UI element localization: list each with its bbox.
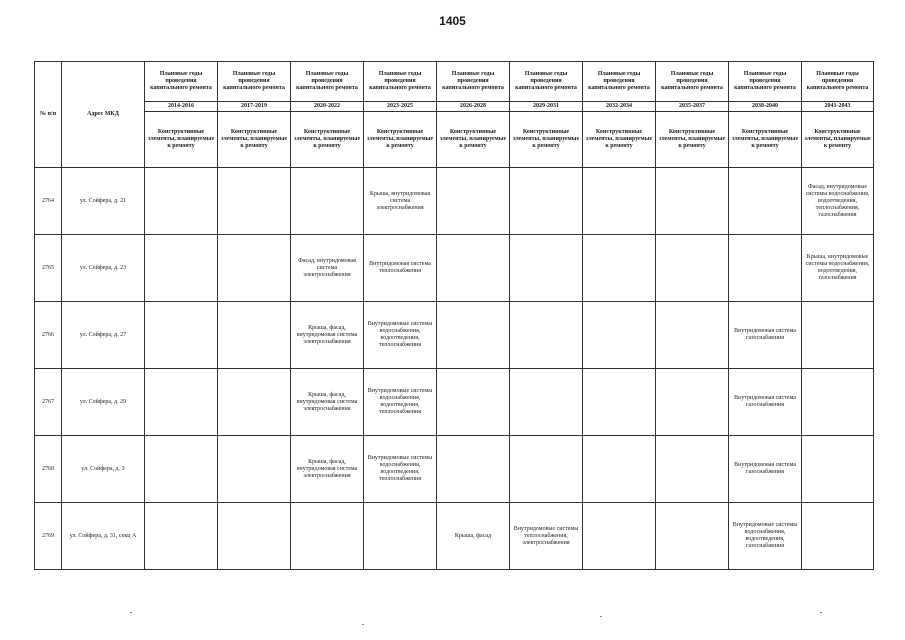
repair-elements-cell: Крыша, фасад (437, 503, 510, 570)
row-number: 2768 (35, 436, 62, 503)
repair-elements-cell (510, 302, 583, 369)
header-period-years: 2032-2034 (583, 102, 656, 112)
repair-elements-cell: Внутридомовые системы водоснабжения, водоотведения, теплоснабжения (364, 436, 437, 503)
repair-elements-cell: Крыша, фасад, внутридомовая система электроснабжения (291, 436, 364, 503)
repair-elements-cell: Внутридомовая система теплоснабжения (364, 235, 437, 302)
row-address: ул. Сойфера, д. 21 (62, 168, 145, 235)
repair-elements-cell: Фасад, внутридомовая система электроснабжения (291, 235, 364, 302)
row-address: ул. Сойфера, д. 31, секц А (62, 503, 145, 570)
capital-repair-plan-table (34, 61, 874, 570)
row-address: ул. Сойфера, д. 3 (62, 436, 145, 503)
repair-elements-cell (510, 235, 583, 302)
scan-speck (600, 616, 602, 617)
header-period-years: 2026-2028 (437, 102, 510, 112)
header-elements-label: Конструктивные элементы, планируемые к ремонту (218, 112, 291, 168)
table-row (35, 235, 874, 302)
header-period-years: 2038-2040 (729, 102, 802, 112)
header-period-years: 2023-2025 (364, 102, 437, 112)
repair-elements-cell (656, 369, 729, 436)
repair-elements-cell (583, 369, 656, 436)
repair-elements-cell (437, 436, 510, 503)
header-period-label: Плановые годы проведения капитального ремонта (291, 62, 364, 102)
repair-elements-cell: Внутридомовая система газоснабжения (729, 302, 802, 369)
header-period-label: Плановые годы проведения капитального ремонта (729, 62, 802, 102)
table-row (35, 436, 874, 503)
scan-speck (820, 612, 822, 613)
repair-elements-cell: Крыша, внутридомовая система электроснабжения (364, 168, 437, 235)
repair-elements-cell (364, 503, 437, 570)
repair-elements-cell (583, 503, 656, 570)
repair-elements-cell (510, 369, 583, 436)
repair-elements-cell (729, 235, 802, 302)
repair-elements-cell: Внутридомовые системы водоснабжения, водоотведения, теплоснабжения (364, 302, 437, 369)
header-elements-label: Конструктивные элементы, планируемые к ремонту (145, 112, 218, 168)
repair-elements-cell (802, 436, 874, 503)
scan-speck (130, 612, 132, 613)
repair-elements-cell (802, 503, 874, 570)
row-number: 2769 (35, 503, 62, 570)
table-row (35, 302, 874, 369)
repair-elements-cell: Внутридомовая система газоснабжения (729, 369, 802, 436)
header-period-years: 2035-2037 (656, 102, 729, 112)
repair-elements-cell (656, 235, 729, 302)
repair-elements-cell (145, 168, 218, 235)
table-row (35, 503, 874, 570)
repair-elements-cell (583, 302, 656, 369)
repair-elements-cell (510, 436, 583, 503)
repair-elements-cell (510, 168, 583, 235)
table-body (35, 168, 874, 570)
repair-elements-cell (656, 302, 729, 369)
header-elements-label: Конструктивные элементы, планируемые к ремонту (437, 112, 510, 168)
repair-elements-cell (656, 168, 729, 235)
repair-elements-cell (583, 235, 656, 302)
header-period-label: Плановые годы проведения капитального ремонта (218, 62, 291, 102)
page-number: 1405 (439, 14, 466, 28)
header-period-label: Плановые годы проведения капитального ремонта (145, 62, 218, 102)
header-period-label: Плановые годы проведения капитального ремонта (510, 62, 583, 102)
header-period-years: 2017-2019 (218, 102, 291, 112)
repair-elements-cell (218, 503, 291, 570)
row-number: 2764 (35, 168, 62, 235)
header-elements-label: Конструктивные элементы, планируемые к ремонту (656, 112, 729, 168)
repair-elements-cell: Внутридомовая система газоснабжения (729, 436, 802, 503)
row-address: ул. Сойфера, д. 23 (62, 235, 145, 302)
row-address: ул. Сойфера, д. 29 (62, 369, 145, 436)
repair-elements-cell (218, 302, 291, 369)
table-row (35, 168, 874, 235)
header-period-years: 2029-2031 (510, 102, 583, 112)
repair-elements-cell (145, 436, 218, 503)
header-period-years: 2041-2043 (802, 102, 874, 112)
repair-elements-cell: Крыша, внутридомовые системы водоснабжения, водоотведения, газоснабжения (802, 235, 874, 302)
table-header (35, 62, 874, 168)
header-period-label: Плановые годы проведения капитального ремонта (802, 62, 874, 102)
header-elements-label: Конструктивные элементы, планируемые к ремонту (583, 112, 656, 168)
repair-elements-cell: Внутридомовые системы теплоснабжения, электроснабжения (510, 503, 583, 570)
repair-elements-cell (802, 369, 874, 436)
scan-speck (362, 624, 364, 625)
header-period-label: Плановые годы проведения капитального ремонта (583, 62, 656, 102)
row-address: ул. Сойфера, д. 27 (62, 302, 145, 369)
row-number: 2765 (35, 235, 62, 302)
repair-elements-cell (145, 369, 218, 436)
repair-elements-cell (583, 168, 656, 235)
repair-elements-cell (218, 369, 291, 436)
repair-elements-cell: Фасад, внутридомовые системы водоснабжения, водоотведения, теплоснабжения, газоснабжения (802, 168, 874, 235)
repair-elements-cell (656, 503, 729, 570)
repair-elements-cell: Крыша, фасад, внутридомовая система электроснабжения (291, 369, 364, 436)
row-number: 2766 (35, 302, 62, 369)
repair-elements-cell (291, 503, 364, 570)
header-elements-label: Конструктивные элементы, планируемые к ремонту (364, 112, 437, 168)
header-period-label: Плановые годы проведения капитального ремонта (364, 62, 437, 102)
repair-elements-cell (437, 302, 510, 369)
repair-elements-cell (218, 436, 291, 503)
repair-elements-cell (218, 235, 291, 302)
repair-elements-cell (291, 168, 364, 235)
header-period-label: Плановые годы проведения капитального ремонта (437, 62, 510, 102)
repair-elements-cell (218, 168, 291, 235)
row-number: 2767 (35, 369, 62, 436)
repair-elements-cell: Крыша, фасад, внутридомовая система электроснабжения (291, 302, 364, 369)
header-elements-label: Конструктивные элементы, планируемые к ремонту (510, 112, 583, 168)
header-period-label: Плановые годы проведения капитального ремонта (656, 62, 729, 102)
repair-elements-cell (437, 168, 510, 235)
header-period-years: 2020-2022 (291, 102, 364, 112)
repair-elements-cell (437, 369, 510, 436)
repair-elements-cell (145, 235, 218, 302)
repair-elements-cell (145, 503, 218, 570)
repair-elements-cell (583, 436, 656, 503)
repair-elements-cell: Внутридомовые системы водоснабжения, водоотведения, теплоснабжения (364, 369, 437, 436)
table-row (35, 369, 874, 436)
header-address: Адрес МКД (62, 62, 145, 168)
header-elements-label: Конструктивные элементы, планируемые к ремонту (802, 112, 874, 168)
repair-elements-cell (802, 302, 874, 369)
header-num: № п/п (35, 62, 62, 168)
repair-elements-cell (145, 302, 218, 369)
repair-elements-cell: Внутридомовые системы водоснабжения, водоотведения, газоснабжения (729, 503, 802, 570)
header-elements-label: Конструктивные элементы, планируемые к ремонту (291, 112, 364, 168)
header-period-years: 2014-2016 (145, 102, 218, 112)
header-elements-label: Конструктивные элементы, планируемые к ремонту (729, 112, 802, 168)
repair-elements-cell (656, 436, 729, 503)
repair-elements-cell (437, 235, 510, 302)
repair-elements-cell (729, 168, 802, 235)
